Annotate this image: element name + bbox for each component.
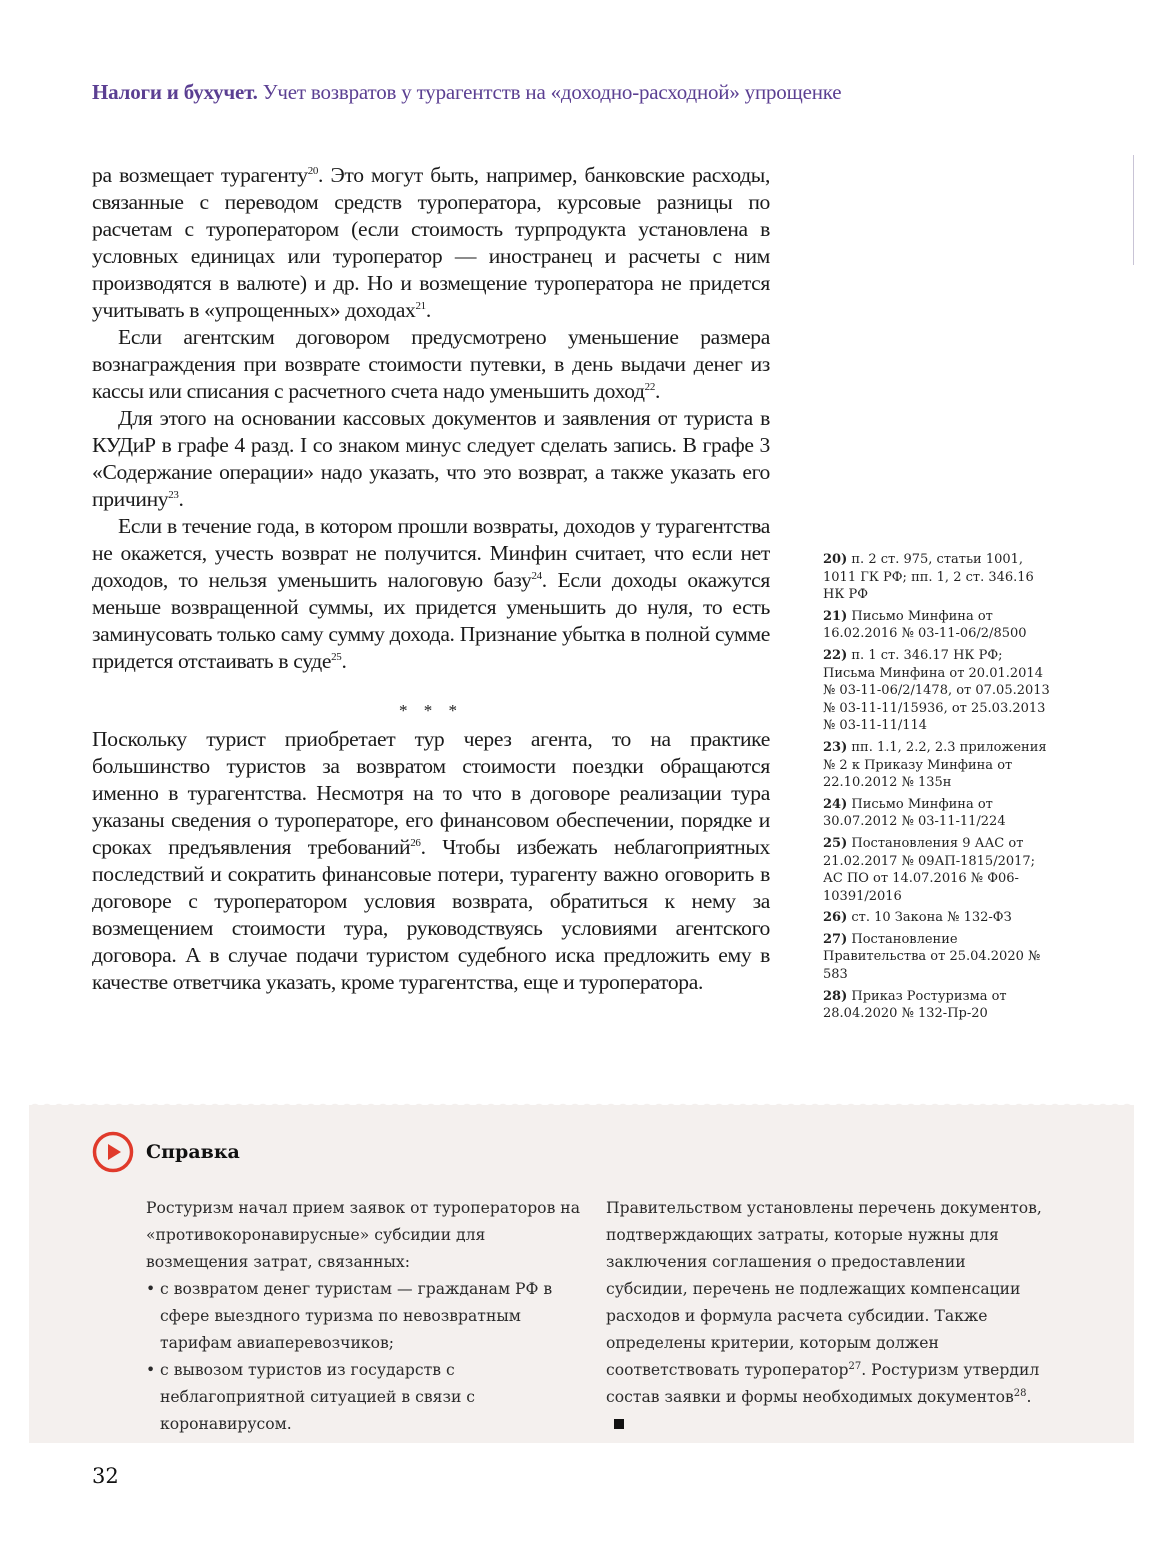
paragraph: ра возмещает турагенту$^{20}$. Это могут быть, например, банковские расходы, связанные с переводом средств туроператора, курсовые разницы по расчетам с туроператором (если стоимость турпродукта установлена в условных единицах или туроператор — иностранец и расчеты с ним производятся в валюте) и др. Но и возмещение туроператора не придется учитывать в «упрощенных» доходах$^{21}$. (92, 163, 770, 322)
footnote-ref[interactable]: 27 (848, 1360, 862, 1372)
section-separator: * * * (399, 701, 463, 720)
footnote: 24) Письмо Минфина от 30.07.2012 № 03-11-11/224 (823, 796, 1006, 830)
reference-header (92, 1131, 240, 1173)
paragraph: Если агентским договором предусмотрено уменьшение размера вознаграждения при возврате стоимости путевки, в день выдачи денег из кассы или списания с расчетного счета надо уменьшить доход$^{22}$. (92, 325, 770, 403)
footnote: 25) Постановления 9 ААС от 21.02.2017 № 09АП-1815/2017; АС ПО от 14.07.2016 № Ф06-10391/2016 (823, 835, 1036, 904)
footnote-ref[interactable]: 22 (644, 380, 655, 393)
page-number: 32 (92, 1464, 119, 1488)
footnote: 28) Приказ Ростуризма от 28.04.2020 № 132-Пр-20 (823, 988, 1007, 1022)
footnote: 22) п. 1 ст. 346.17 НК РФ; Письма Минфина от 20.01.2014 № 03-11-06/2/1478, от 07.05.2013 № 03-11-11/15936, от 25.03.2013 № 03-11-11/114 (823, 647, 1050, 734)
footnote-ref[interactable]: 21 (415, 299, 426, 312)
footnote: 20) п. 2 ст. 975, статьи 1001, 1011 ГК РФ; пп. 1, 2 ст. 346.16 НК РФ (823, 552, 1034, 603)
paragraph: Для этого на основании кассовых документов и заявления от туриста в КУДиР в графе 4 разд. I со знаком минус следует сделать запись. В графе 3 «Содержание операции» надо указать, что это возврат, а также указать его причину$^{23}$. (92, 406, 770, 511)
scalloped-edge (29, 1101, 1134, 1109)
page-edge-rule (1133, 155, 1134, 265)
bullet-item: • с вывозом туристов из государств с неблагоприятной ситуацией в связи с коронавирусом. (146, 1357, 586, 1438)
article-title: Учет возвратов у турагентств на «доходно-расходной» упрощенке (262, 80, 842, 104)
reference-right-column (606, 1195, 1046, 1438)
reference-text: Правительством установлены перечень документов, подтверждающих затраты, которые нужны для заключения соглашения о предоставлении субсидии, перечень не подлежащих компенсации расходов и формула расчета субсидии. Также определены критерии, которым должен соответствовать туроператор$^{27}$. Ростуризм утвердил состав заявки и формы необходимых документов$^{28}$. (606, 1195, 1046, 1438)
article-body (92, 162, 770, 996)
footnote-ref[interactable]: 24 (531, 569, 542, 582)
footnote: 23) пп. 1.1, 2.2, 2.3 приложения № 2 к Приказу Минфина от 22.10.2012 № 135н (823, 739, 1047, 791)
end-of-article-mark (614, 1419, 624, 1429)
footnote-ref[interactable]: 23 (168, 488, 179, 501)
reference-bullets (146, 1276, 586, 1438)
footnote: 26) ст. 10 Закона № 132-ФЗ (823, 910, 1012, 926)
section-name: Налоги и бухучет. (92, 80, 258, 104)
footnote-ref[interactable]: 26 (410, 836, 421, 849)
reference-title: Справка (146, 1141, 240, 1163)
reference-intro: Ростуризм начал прием заявок от туроператоров на «противокоронавирусные» субсидии для возмещения затрат, связанных: (146, 1199, 580, 1271)
reference-box (29, 1105, 1134, 1443)
footnote-ref[interactable]: 28 (1013, 1387, 1027, 1399)
footnote-ref[interactable]: 25 (331, 650, 342, 663)
footnote: 21) Письмо Минфина от 16.02.2016 № 03-11-06/2/8500 (823, 608, 1027, 642)
play-circle-icon (92, 1131, 134, 1173)
running-head (92, 80, 841, 105)
paragraph: Если в течение года, в котором прошли возвраты, доходов у турагентства не окажется, учесть возврат не получится. Минфин считает, что если нет доходов, то нельзя уменьшить налоговую базу$^{24}$. Если доходы окажутся меньше возвращенной суммы, их придется уменьшить до нуля, то есть заминусовать только саму сумму дохода. Признание убытка в полной сумме придется отстаивать в суде$^{25}$. (92, 514, 771, 673)
bullet-item: • с возвратом денег туристам — гражданам РФ в сфере выездного туризма по невозвратным тарифам авиаперевозчиков; (146, 1276, 586, 1357)
footnotes (823, 551, 1053, 1027)
closing-paragraph: Поскольку турист приобретает тур через агента, то на практике большинство туристов за возвратом стоимости поездки обращаются именно в турагентства. Несмотря на то что в договоре реализации тура указаны сведения о туроператоре, его финансовом обеспечении, порядке и сроках предъявления требований$^{26}$. Чтобы избежать неблагоприятных последствий и сократить финансовые потери, турагенту важно оговорить в договоре с туроператором условия возврата, обратиться к нему за возмещением стоимости тура, руководствуясь условиями агентского договора. А в случае подачи туристом судебного иска предложить ему в качестве ответчика указать, кроме турагентства, еще и туроператора. (92, 727, 770, 994)
footnote: 27) Постановление Правительства от 25.04.2020 № 583 (823, 931, 1041, 983)
reference-left-column (146, 1195, 586, 1438)
footnote-ref[interactable]: 20 (307, 164, 319, 177)
